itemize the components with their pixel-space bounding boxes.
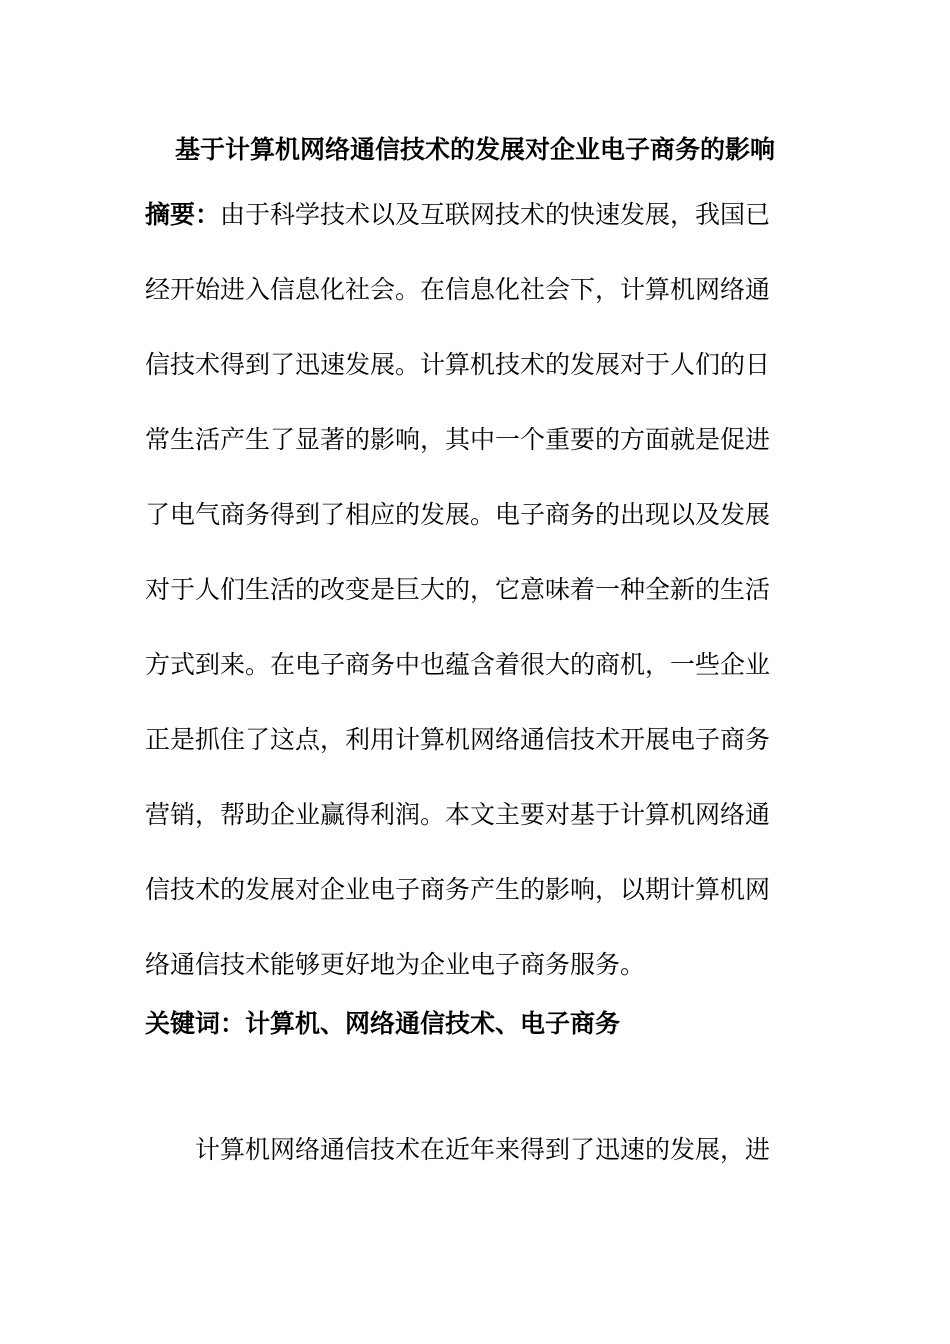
abstract-line: 常生活产生了显著的影响，其中一个重要的方面就是促进 <box>145 425 771 454</box>
body-paragraph: 计算机网络通信技术在近年来得到了迅速的发展，进 <box>195 1135 771 1164</box>
keywords-label: 关键词： <box>145 1009 246 1038</box>
abstract-line <box>145 196 805 271</box>
document-title: 基于计算机网络通信技术的发展对企业电子商务的影响 <box>174 135 775 164</box>
abstract-line: 方式到来。在电子商务中也蕴含着很大的商机，一些企业 <box>145 650 771 679</box>
abstract-section <box>145 196 805 1021</box>
abstract-line: 信技术得到了迅速发展。计算机技术的发展对于人们的日 <box>145 350 771 379</box>
abstract-text: 由于科学技术以及互联网技术的快速发展，我国已 <box>220 200 771 229</box>
abstract-line: 经开始进入信息化社会。在信息化社会下，计算机网络通 <box>145 275 771 304</box>
abstract-line: 络通信技术能够更好地为企业电子商务服务。 <box>145 950 646 979</box>
abstract-line: 信技术的发展对企业电子商务产生的影响，以期计算机网 <box>145 875 771 904</box>
abstract-line: 正是抓住了这点，利用计算机网络通信技术开展电子商务 <box>145 725 771 754</box>
keywords-line <box>145 1005 805 1043</box>
abstract-label: 摘要： <box>145 200 221 229</box>
abstract-line: 营销，帮助企业赢得利润。本文主要对基于计算机网络通 <box>145 800 771 829</box>
abstract-line: 了电气商务得到了相应的发展。电子商务的出现以及发展 <box>145 500 771 529</box>
abstract-line: 对于人们生活的改变是巨大的，它意味着一种全新的生活 <box>145 575 771 604</box>
keywords-text: 计算机、网络通信技术、电子商务 <box>245 1009 621 1038</box>
